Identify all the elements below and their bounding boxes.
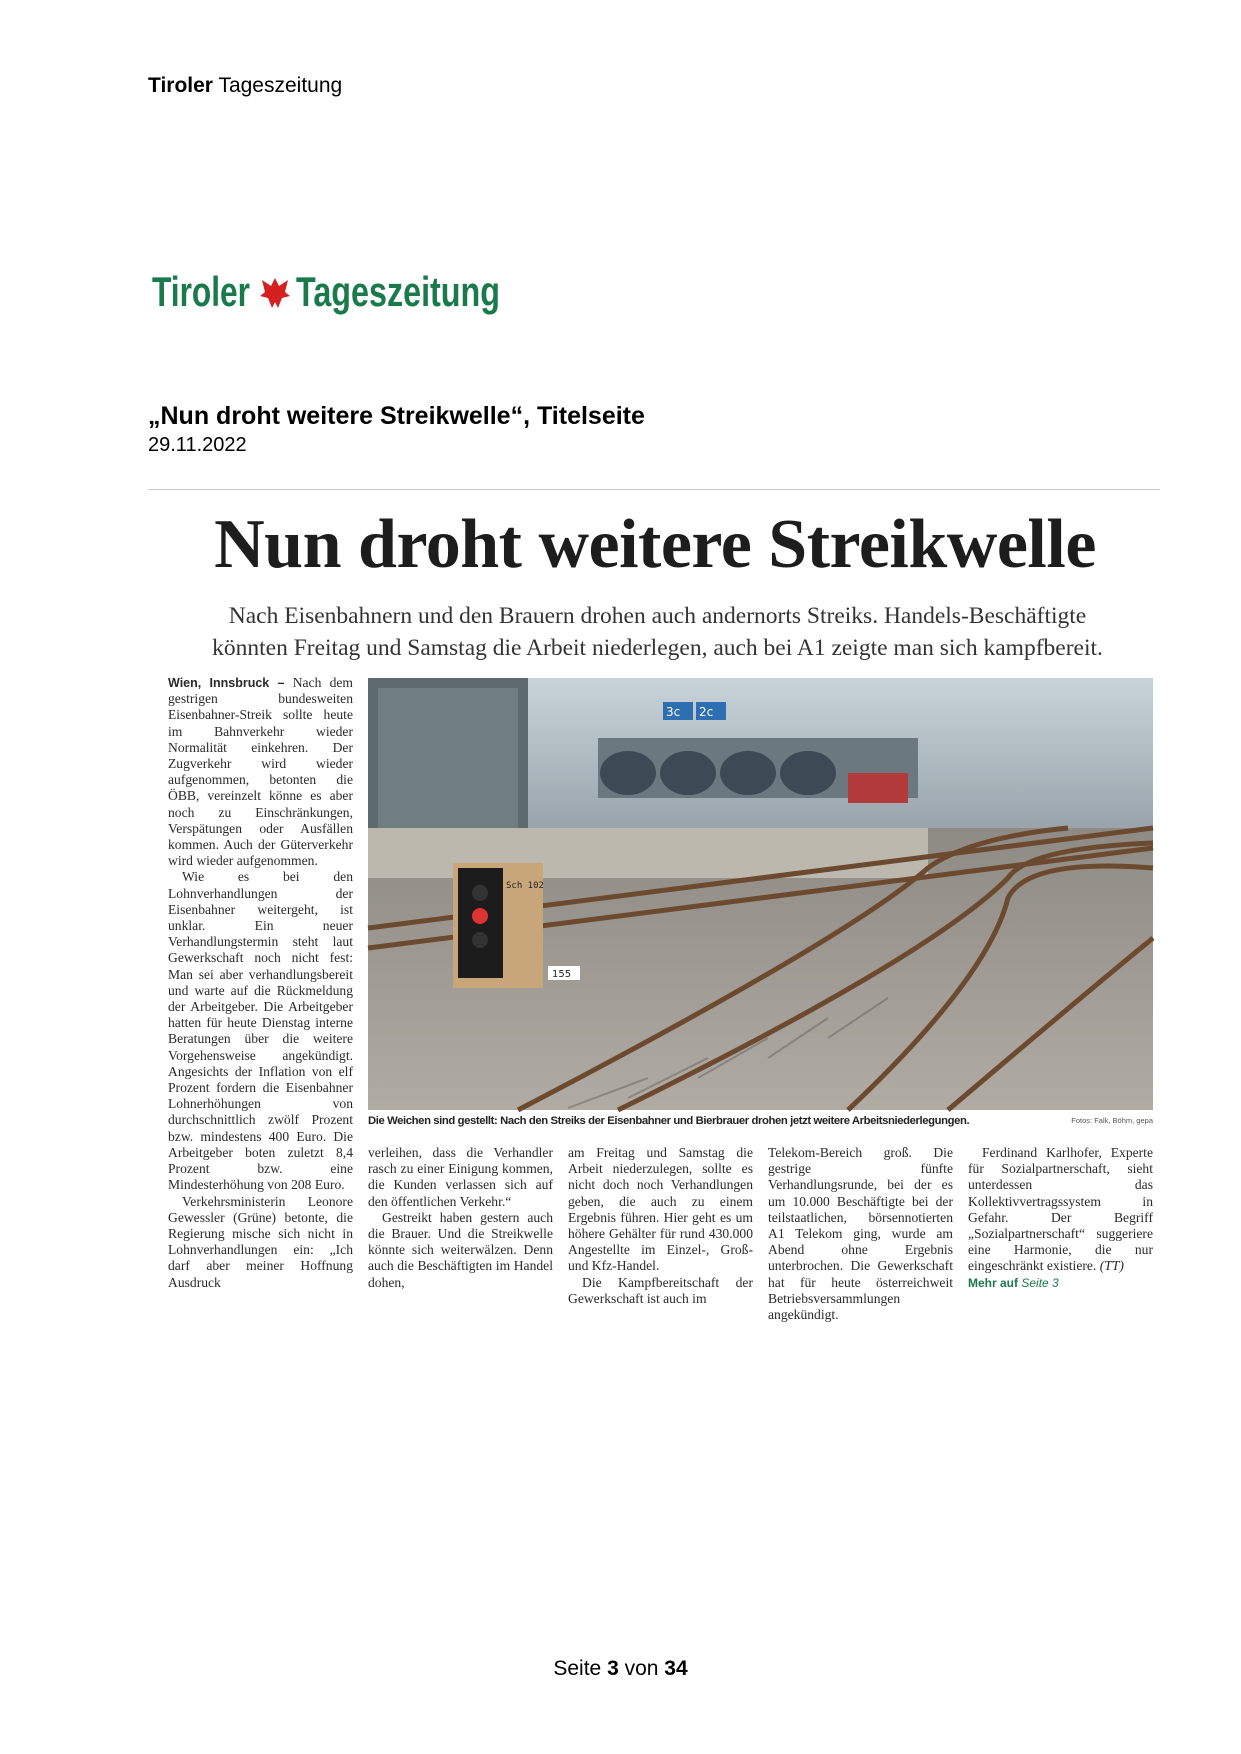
track-sign: 155 (552, 969, 572, 980)
paragraph: Wie es bei den Lohnverhandlungen der Eisenbahner weitergeht, ist unklar. Ein neuer Verhandlungstermin steht laut Gewerkschaft noch nicht fest: Man sei aber verhandlungsbereit und warte auf die Rückmeldung der Arbeitgeber. Die Arbeitgeber hatten für heute Dienstag interne Beratungen über die weitere Vorgehensweise angekündigt. Angesichts der Inflation von elf Prozent fordern die Eisenbahner Lohnerhöhungen von durchschnittlich zwölf Prozent bzw. mindestens 400 Euro. Die Arbeitgeber boten zuletzt 8,4 Prozent bzw. eine Mindesterhöhung von 208 Euro. (168, 869, 353, 1193)
paragraph: verleihen, dass die Verhandler rasch zu einer Einigung kommen, die Kunden verlassen sich auf den öffentlichen Verkehr.“ (368, 1145, 553, 1209)
footer-prefix: Seite (553, 1657, 602, 1680)
more-label: Mehr auf (968, 1275, 1019, 1290)
headline: Nun droht weitere Streikwelle (214, 506, 1096, 583)
text-column-4 (768, 1145, 953, 1323)
divider (148, 489, 1160, 490)
railway-photo (368, 678, 1153, 1110)
more-page: Seite 3 (1021, 1275, 1059, 1290)
text-column-5 (968, 1145, 1153, 1291)
text-column-3 (568, 1145, 753, 1307)
sign-3c: 3c (666, 705, 681, 719)
page-header (148, 74, 342, 98)
paragraph: am Freitag und Samstag die Arbeit niederzulegen, sollte es nicht doch noch Verhandlungen geben, die auch zu einem Ergebnis führen. Hier geht es um höhere Gehälter für rund 430.000 Angestellte im Einzel-, Groß- und Kfz-Handel. (568, 1145, 753, 1274)
brand-regular: Tageszeitung (218, 74, 343, 97)
subheadline (160, 600, 1155, 664)
author-sign: (TT) (1099, 1258, 1124, 1274)
subhead-line: Nach Eisenbahnern und den Brauern drohen auch andernorts Streiks. Handels-Beschäftigte (228, 603, 1087, 629)
paragraph-text: Nach dem gestrigen bundesweiten Eisenbahner-Streik sollte heute im Bahnverkehr wieder Normalität einkehren. Der Zugverkehr wird wieder aufgenommen, betonten die ÖBB, vereinzelt könne es aber noch zu Einschränkungen, Verspätungen oder Ausfällen kommen. Auch der Güterverkehr wird wieder aufgenommen. (168, 675, 353, 869)
paragraph (968, 1145, 1153, 1275)
signal-sign: Sch 102 (506, 881, 544, 891)
photo-caption: Die Weichen sind gestellt: Nach den Streiks der Eisenbahner und Bierbrauer drohen jetzt weitere Arbeitsniederlegungen. (368, 1115, 970, 1127)
dateline: Wien, Innsbruck – (168, 676, 285, 690)
article-date: 29.11.2022 (148, 434, 247, 456)
page-footer (0, 1657, 1241, 1681)
text-column-1 (168, 675, 353, 1291)
svg-text:Tageszeitung: Tageszeitung (296, 268, 500, 315)
paragraph-text: Ferdinand Karlhofer, Experte für Sozialpartnerschaft, sieht unterdessen das Kollektivvertragssystem in Gefahr. Der Begriff „Sozialpartnerschaft“ suggeriere eine Harmonie, die nur eingeschränkt existiere. (968, 1145, 1153, 1274)
current-page: 3 (607, 1657, 619, 1680)
brand-bold: Tiroler (148, 74, 213, 97)
tyrolean-eagle-icon (260, 278, 290, 308)
paragraph (168, 675, 353, 869)
text-column-2 (368, 1145, 553, 1291)
total-pages: 34 (664, 1657, 688, 1680)
newspaper-logo (152, 262, 502, 322)
article-title: „Nun droht weitere Streikwelle“, Titelseite (148, 402, 645, 430)
photo-credit: Fotos: Falk, Böhm, gepa (1071, 1116, 1153, 1125)
paragraph: Gestreikt haben gestern auch die Brauer. Und die Streikwelle könnte sich weiterwälzen. Denn auch die Beschäftigten im Handel dohen, (368, 1209, 553, 1290)
footer-mid: von (624, 1657, 659, 1680)
sign-2c: 2c (699, 705, 714, 719)
photo-caption-row (368, 1114, 1153, 1128)
more-link[interactable] (968, 1275, 1153, 1291)
svg-text:Tiroler: Tiroler (152, 268, 250, 315)
article-photo (368, 678, 1153, 1110)
subhead-line: könnten Freitag und Samstag die Arbeit niederlegen, auch bei A1 zeigte man sich kampfbereit. (212, 635, 1103, 661)
paragraph: Verkehrsministerin Leonore Gewessler (Grüne) betonte, die Regierung mische sich nicht in Lohnverhandlungen ein: „Ich darf aber meiner Hoffnung Ausdruck (168, 1193, 353, 1290)
paragraph: Telekom-Bereich groß. Die gestrige fünfte Verhandlungsrunde, bei der es um 10.000 Beschäftigte bei der teilstaatlichen, börsennotierten A1 Telekom ging, wurde am Abend ohne Ergebnis unterbrochen. Die Gewerkschaft hat für heute österreichweit Betriebsversammlungen angekündigt. (768, 1145, 953, 1323)
paragraph: Die Kampfbereitschaft der Gewerkschaft ist auch im (568, 1274, 753, 1306)
